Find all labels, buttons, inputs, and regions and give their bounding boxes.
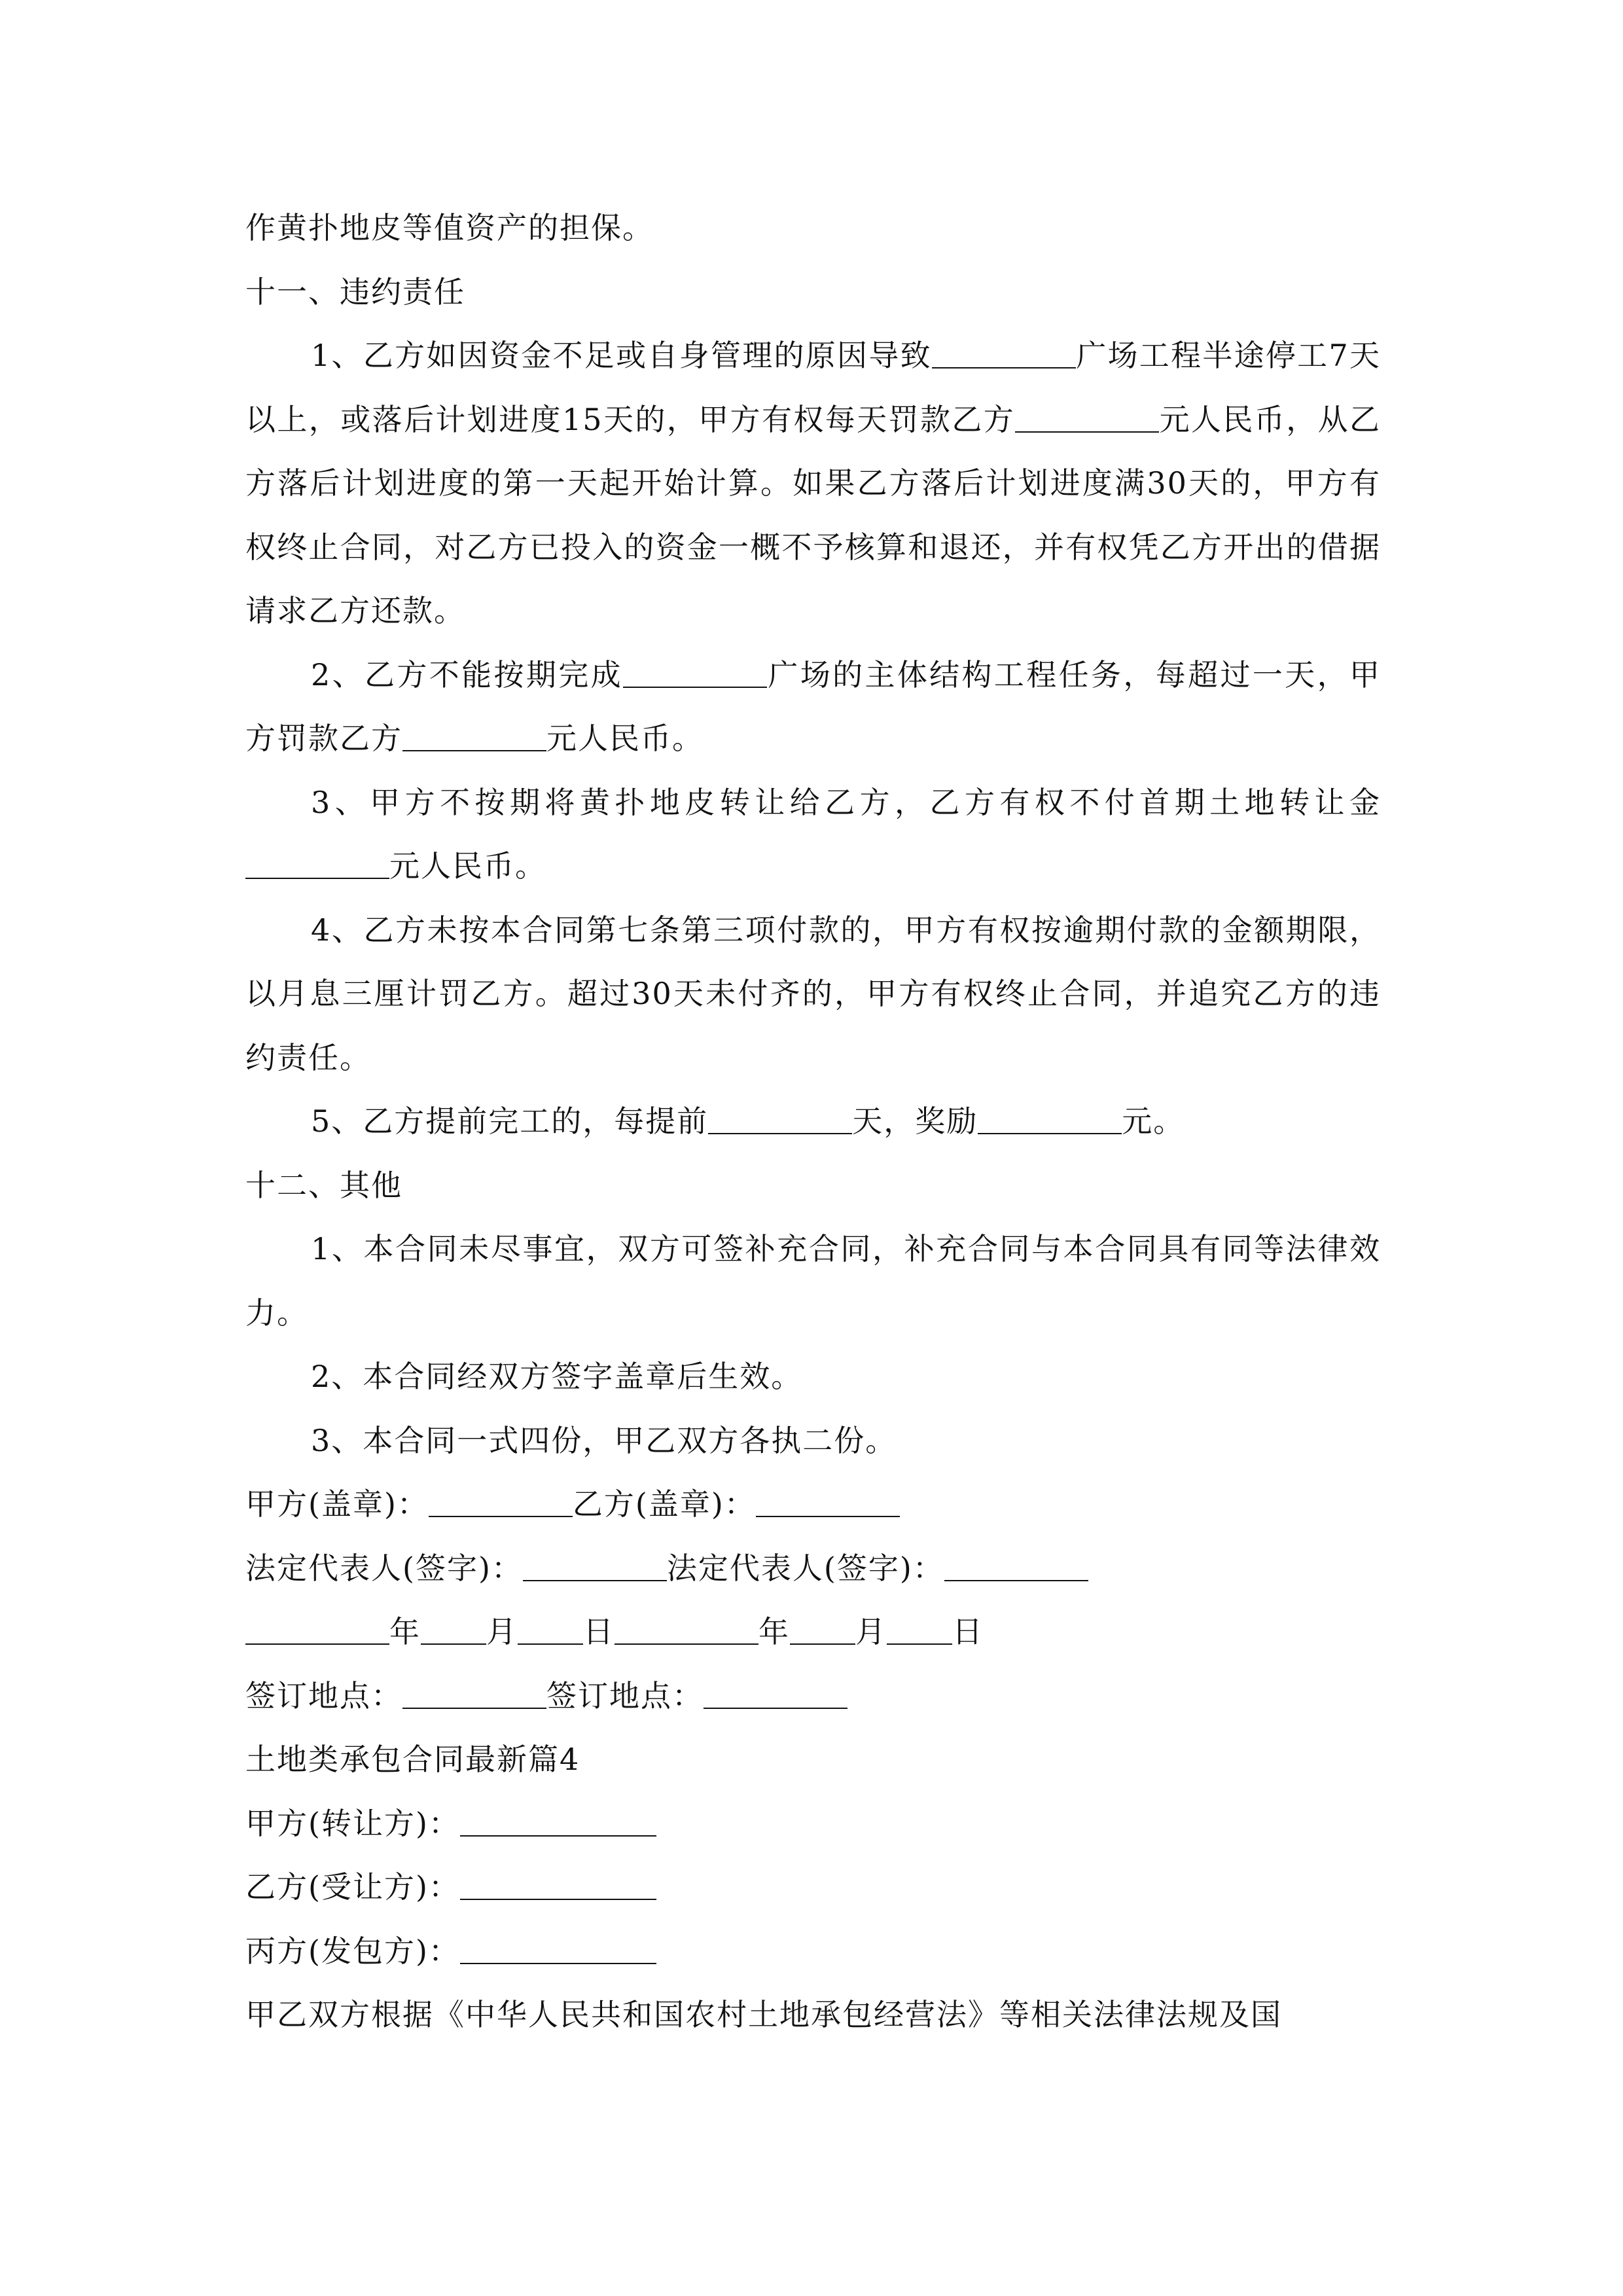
clause-12-3: 3、本合同一式四份，甲乙双方各执二份。 [311,1422,897,1458]
place-b-label: 签订地点： [546,1677,704,1713]
preamble-line: 甲乙双方根据《中华人民共和国农村土地承包经营法》等相关法律法规及国 [245,1997,1282,2032]
year-label: 年 [389,1614,421,1649]
clause-11-1 [245,324,1381,643]
day-label: 日 [583,1614,615,1649]
clause-12-2: 2、本合同经双方签字盖章后生效。 [311,1359,803,1394]
clause-11-2-text-a: 2、乙方不能按期完成 [311,656,623,692]
clause-11-5-text-c: 元。 [1122,1103,1185,1139]
blank-field [518,1615,583,1645]
party-c-line [245,1920,1381,1984]
party-a-seal-label: 甲方(盖章)： [245,1486,429,1522]
heading-breach-liability: 十一、违约责任 [245,274,465,310]
clause-11-2-text-b: 广场的主体结构工程任务，每超过一天，甲方罚款乙方 [245,656,1381,756]
blank-field [402,1679,546,1709]
blank-field [429,1487,573,1517]
blank-field [460,1870,656,1900]
blank-field [756,1487,900,1517]
party-a-rep-label: 法定代表人(签字)： [245,1550,523,1586]
contract-body [245,196,1381,2047]
year-label: 年 [758,1614,790,1649]
clause-11-4: 4、乙方未按本合同第七条第三项付款的，甲方有权按逾期付款的金额期限，以月息三厘计罚乙方。超过30天未付齐的，甲方有权终止合同，并追究乙方的违约责任。 [245,912,1381,1075]
clause-11-3-text-a: 3、甲方不按期将黄扑地皮转让给乙方，乙方有权不付首期土地转让金 [311,784,1381,820]
clause-11-1-text-b: 广场工程半途停工7天以上，或落后计划进度15天的，甲方有权每天罚款乙方 [245,338,1381,437]
blank-field [421,1615,486,1645]
clause-11-2-text-c: 元人民币。 [546,721,704,756]
blank-field [708,1104,852,1134]
blank-field [460,1806,656,1837]
clause-11-5-text-b: 天，奖励 [852,1103,978,1139]
day-label: 日 [952,1614,984,1649]
date-line [245,1600,1381,1664]
clause-11-2 [245,643,1381,771]
blank-field [245,849,389,879]
signing-place-line [245,1664,1381,1729]
guarantee-line: 作黄扑地皮等值资产的担保。 [245,210,654,245]
representative-line [245,1537,1381,1601]
blank-field [790,1615,855,1645]
blank-field [460,1934,656,1964]
clause-11-3 [245,771,1381,899]
seal-line [245,1473,1381,1537]
blank-field [523,1551,667,1581]
blank-field [1015,403,1159,433]
clause-11-1-text-c: 元人民币，从乙方落后计划进度的第一天起开始计算。如果乙方落后计划进度满30天的，甲方有权终止合同，对乙方已投入的资金一概不予核算和退还，并有权凭乙方开出的借据请求乙方还款。 [245,401,1381,628]
clause-11-3-text-b: 元人民币。 [389,848,546,884]
clause-12-1: 1、本合同未尽事宜，双方可签补充合同，补充合同与本合同具有同等法律效力。 [245,1231,1381,1331]
blank-field [704,1679,847,1709]
blank-field [623,658,767,688]
blank-field [887,1615,952,1645]
party-a-label: 甲方(转让方)： [245,1805,460,1841]
clause-11-5 [245,1090,1381,1154]
party-b-label: 乙方(受让方)： [245,1869,460,1905]
party-b-line [245,1856,1381,1920]
month-label: 月 [486,1614,518,1649]
month-label: 月 [855,1614,887,1649]
heading-other: 十二、其他 [245,1167,402,1203]
blank-field [932,338,1076,368]
place-a-label: 签订地点： [245,1677,402,1713]
party-a-line [245,1792,1381,1856]
party-c-label: 丙方(发包方)： [245,1933,460,1969]
blank-field [978,1104,1122,1134]
section-title: 土地类承包合同最新篇4 [245,1742,580,1777]
blank-field [944,1551,1088,1581]
blank-field [402,721,546,751]
party-b-rep-label: 法定代表人(签字)： [666,1550,944,1586]
clause-11-5-text-a: 5、乙方提前完工的，每提前 [311,1103,709,1139]
clause-11-1-text-a: 1、乙方如因资金不足或自身管理的原因导致 [311,338,932,373]
party-b-seal-label: 乙方(盖章)： [572,1486,756,1522]
blank-field [245,1615,389,1645]
blank-field [615,1615,758,1645]
